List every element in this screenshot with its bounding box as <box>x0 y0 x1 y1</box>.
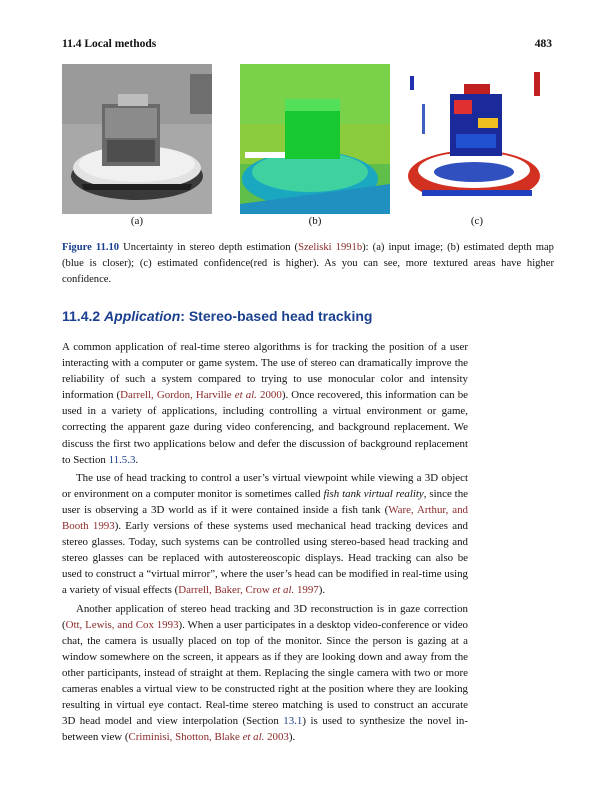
citation-link[interactable]: Ott, Lewis, and Cox 1993 <box>65 618 179 631</box>
body-text <box>62 339 468 747</box>
figure-panel-depth-map <box>240 64 390 214</box>
section-number: 11.4.2 <box>62 308 105 324</box>
citation-link[interactable]: Criminisi, Shotton, Blake et al. 2003 <box>128 731 289 744</box>
running-header <box>62 38 552 54</box>
paragraph-text: ) is used to synthesize the novel in-between view ( <box>62 715 468 744</box>
section-ref-link[interactable]: 13.1 <box>283 715 303 728</box>
section-title-rest: : Stereo-based head tracking <box>180 308 373 324</box>
running-header-section: 11.4 Local methods <box>62 38 157 50</box>
section-heading <box>62 308 554 324</box>
paragraph: A common application of real-time stereo algorithms is for tracking the position of a user interacting with a computer or game system. The use of stereo can dramatically improve the reliability of such a system compared to trying to use monocular color and intensity information (Darrell, Gordon, Harville et al. 2000). Once recovered, this information can be used in a variety of applications, including controlling a virtual environment or game, correcting the apparent gaze during video conferencing, and background replacement. We discuss the first two applications below and defer the discussion of background replacement to Section 11.5.3. <box>62 341 468 466</box>
paragraph-text: , since the user is observing a 3D world as if it were contained inside a fish tank ( <box>62 487 468 516</box>
confidence-graphic <box>402 64 552 214</box>
paragraph-text: ). When a user participates in a desktop video-conference or video chat, the camera is usually placed on top of the monitor. Since the person is gazing at a window somewhere on the screen, it appears as if they are looking down and away from the other participants, instead of straight at them. Replacing the single camera with two or more cameras enables a virtual view to be constructed right at the position where they are looking resulting in virtual eye contact. Real-time stereo matching is used to construct an accurate 3D head model and view interpolation (Section <box>62 618 468 728</box>
citation-link[interactable]: Darrell, Gordon, Harville et al. 2000 <box>120 389 282 402</box>
citation-link[interactable]: Szeliski 1991b <box>298 242 363 253</box>
figure-11-10 <box>62 64 552 229</box>
panel-label-b: (b) <box>308 215 322 227</box>
paragraph: The use of head tracking to control a user’s virtual viewpoint while viewing a 3D object or environment on a computer monitor is sometimes called fish tank virtual reality, since the user is observing a 3D world as if it were contained inside a fish tank (Ware, Arthur, and Booth 1993). Early versions of these systems used mechanical head tracking devices and stereo glasses. Today, such systems can be controlled using stereo-based head tracking and stereo glasses can be replaced with autostereoscopic displays. Head tracking can also be used to construct a “virtual mirror”, where the user’s head can be modified in real-time using a variety of visual effects (Darrell, Baker, Crow et al. 1997). <box>62 471 468 597</box>
citation-link[interactable]: Darrell, Baker, Crow et al. 1997 <box>178 584 319 597</box>
section-ref-link[interactable]: 11.5.3 <box>108 453 136 466</box>
paragraph: Another application of stereo head tracking and 3D reconstruction is in gaze correction (Ott, Lewis, and Cox 1993). When a user participates in a desktop video-conference or video chat, the camera is usually placed on top of the monitor. Since the person is gazing at a window somewhere on the screen, it appears as if they are looking down and away from the other participants, instead of straight at them. Replacing the single camera with two or more cameras enables a virtual view to be constructed right at the position where they are looking resulting in virtual eye contact. Real-time stereo matching is used to construct an accurate 3D head model and view interpolation (Section 13.1) is used to synthesize the novel in-between view (Criminisi, Shotton, Blake et al. 2003). <box>62 602 468 744</box>
figure-panel-input-image <box>62 64 212 214</box>
input-image-graphic <box>62 64 212 214</box>
paragraph-text: A common application of real-time stereo algorithms is for tracking the position of a user interacting with a computer or game system. The use of stereo can dramatically improve the reliability of such a system compared to trying to use monocular color and intensity information ( <box>62 341 468 402</box>
figure-caption-text: ): (a) input image; (b) estimated depth map (blue is closer); (c) estimated confidence(red is higher). As you can see, more textured areas have higher confidence. <box>62 242 554 285</box>
paragraph-text: ). Once recovered, this information can be used in a variety of applications, including controlling a virtual environment or game, correcting the apparent gaze during video conferencing, and background replacement. We discuss the first two applications below and defer the discussion of background replacement to Section <box>62 389 468 466</box>
paragraph-text: ). Early versions of these systems used mechanical head tracking devices and stereo glasses. Today, such systems can be controlled using stereo-based head tracking and stereo glasses can be replaced with autostereoscopic displays. Head tracking can also be used to construct a “virtual mirror”, where the user’s head can be modified in real-time using a variety of visual effects ( <box>62 520 468 597</box>
paragraph-text: The use of head tracking to control a user’s virtual viewpoint while viewing a 3D object or environment on a computer monitor is sometimes called <box>62 471 468 500</box>
panel-label-a: (a) <box>130 215 144 227</box>
figure-caption <box>62 240 554 288</box>
paragraph-text: Another application of stereo head tracking and 3D reconstruction is in gaze correction ( <box>62 602 468 631</box>
citation-link[interactable]: Ware, Arthur, and Booth 1993 <box>62 503 468 533</box>
depth-map-graphic <box>240 64 390 214</box>
page-number: 483 <box>534 38 552 50</box>
emphasis: fish tank virtual reality <box>323 487 424 500</box>
panel-label-c: (c) <box>470 215 484 227</box>
section-title-italic: Application <box>104 308 181 324</box>
figure-panel-confidence <box>402 64 552 214</box>
figure-caption-label: Figure 11.10 <box>62 242 120 253</box>
figure-caption-text: Uncertainty in stereo depth estimation ( <box>119 242 299 253</box>
